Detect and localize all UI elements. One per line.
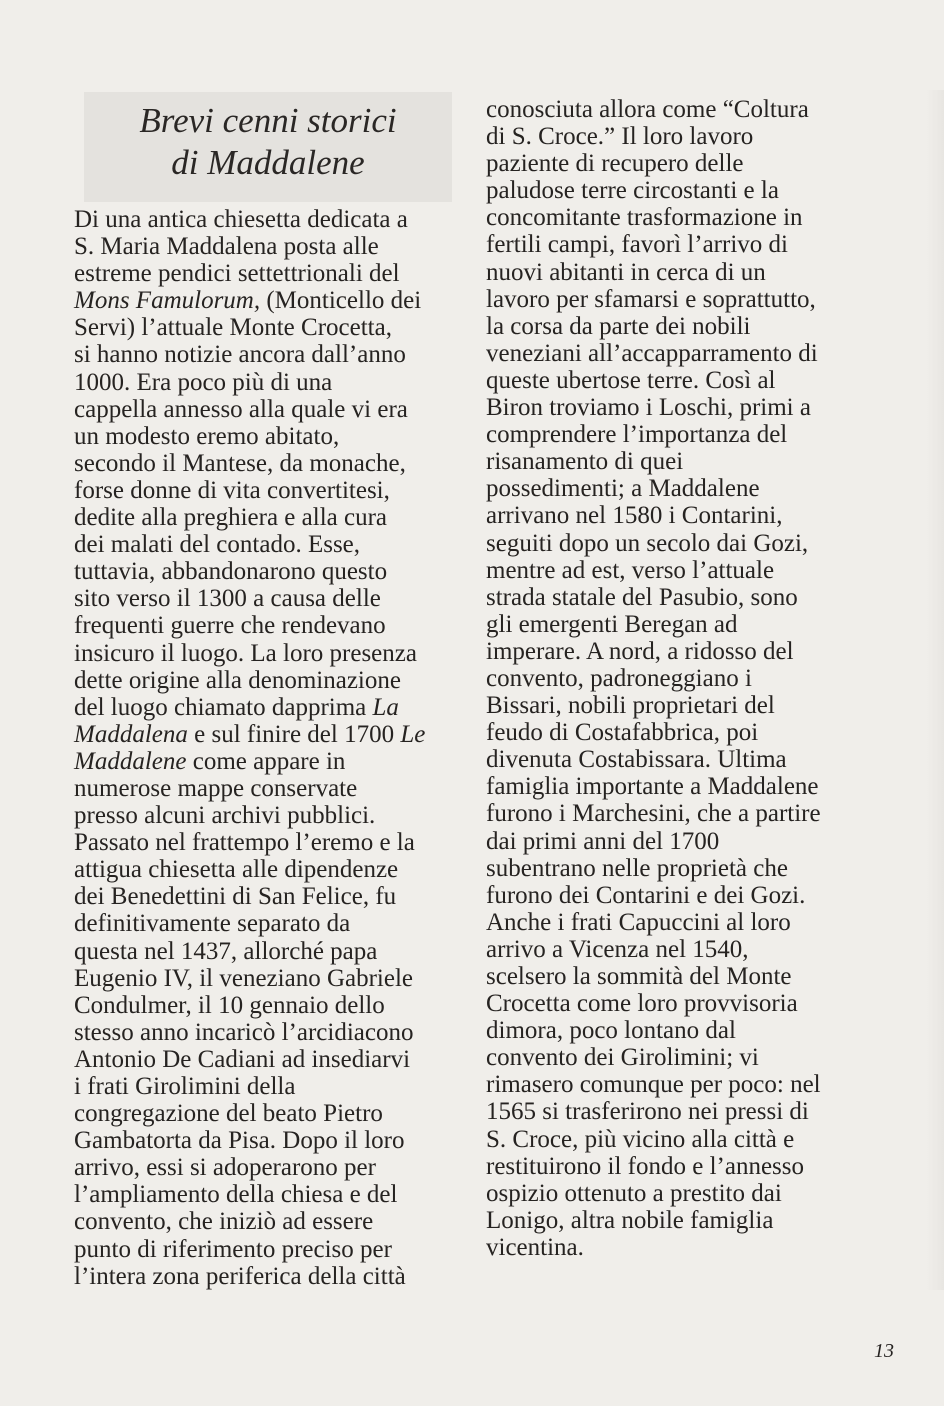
text-line: presso alcuni archivi pubblici. [74, 802, 376, 830]
text-line: conosciuta allora come “Coltura [486, 96, 809, 123]
text-line: imperare. A nord, a ridosso del [486, 637, 794, 665]
text-line: furono dei Contarini e dei Gozi. [486, 881, 806, 909]
text-line: Crocetta come loro provvisoria [486, 990, 798, 1018]
italic-phrase: Maddalene [74, 747, 187, 775]
title-line-2: di Maddalene [171, 143, 365, 182]
text-line: 1000. Era poco più di una [74, 368, 333, 396]
text-line: forse donne di vita convertitesi, [74, 476, 390, 504]
text-line: attigua chiesetta alle dipendenze [74, 856, 399, 884]
text-line: gli emergenti Beregan ad [486, 610, 738, 638]
text-line: Antonio De Cadiani ad insediarvi [74, 1045, 411, 1073]
text-line: ospizio ottenuto a prestito dai [486, 1179, 782, 1207]
page-number: 13 [874, 1340, 894, 1362]
text-line: Di una antica chiesetta dedicata a [74, 206, 408, 233]
page-title [84, 100, 452, 184]
text-line: Biron troviamo i Loschi, primi a [486, 394, 811, 422]
text-line: Maddalena e sul finire del 1700 Le [74, 720, 426, 748]
text-line: arrivo, essi si adoperarono per [74, 1154, 376, 1182]
text-line: dedite alla preghiera e alla cura [74, 504, 388, 532]
text-line: scelsero la sommità del Monte [486, 963, 792, 990]
text-line: secondo il Mantese, da monache, [74, 449, 406, 477]
italic-phrase: La [372, 693, 399, 721]
text-line: i frati Girolimini della [74, 1073, 296, 1100]
text-line: Passato nel frattempo l’eremo e la [74, 829, 415, 857]
facing-page-edge [926, 90, 944, 1290]
text-line: S. Maria Maddalena posta alle [74, 233, 379, 261]
text-line: insicuro il luogo. La loro presenza [74, 639, 417, 667]
text-line: arrivo a Vicenza nel 1540, [486, 935, 749, 963]
text-line: Lonigo, altra nobile famiglia [486, 1206, 774, 1234]
text-line: arrivano nel 1580 i Contarini, [486, 502, 783, 530]
text-line: frequenti guerre che rendevano [74, 612, 386, 640]
text-line: la corsa da parte dei nobili [486, 312, 751, 340]
text-line: dimora, poco lontano dal [486, 1017, 736, 1045]
text-line: Anche i frati Capuccini al loro [486, 908, 791, 936]
text-line: comprendere l’importanza del [486, 421, 788, 449]
text-line: un modesto eremo abitato, [74, 422, 340, 450]
text-line: si hanno notizie ancora dall’anno [74, 341, 406, 369]
text-line: veneziani all’accapparramento di [486, 339, 818, 367]
text-line: Gambatorta da Pisa. Dopo il loro [74, 1127, 405, 1155]
text-line: congregazione del beato Pietro [74, 1100, 383, 1128]
text-line: Mons Famulorum, (Monticello dei [74, 287, 422, 315]
text-line: possedimenti; a Maddalene [486, 475, 760, 503]
text-line: cappella annesso alla quale vi era [74, 395, 408, 423]
text-line: paziente di recupero delle [486, 150, 744, 178]
text-line: convento, padroneggiano i [486, 664, 752, 692]
text-line: Eugenio IV, il veneziano Gabriele [74, 964, 414, 992]
text-line: di S. Croce.” Il loro lavoro [486, 123, 754, 151]
text-line: seguiti dopo un secolo dai Gozi, [486, 529, 809, 557]
text-line: stesso anno incaricò l’arcidiacono [74, 1018, 414, 1046]
text-line: risanamento di quei [486, 448, 684, 476]
text-line: dei malati del contado. Esse, [74, 531, 361, 559]
text-line: strada statale del Pasubio, sono [486, 583, 798, 611]
italic-phrase: Maddalena [74, 720, 188, 748]
text-line: sito verso il 1300 a causa delle [74, 585, 381, 613]
text-line: tuttavia, abbandonarono questo [74, 558, 388, 586]
text-line: paludose terre circostanti e la [486, 177, 779, 205]
text-line: S. Croce, più vicino alla città e [486, 1125, 795, 1153]
text-line: dette origine alla denominazione [74, 666, 401, 694]
text-line: convento dei Girolimini; vi [486, 1044, 759, 1072]
text-line: mentre ad est, verso l’attuale [486, 556, 775, 584]
text-line: vicentina. [486, 1233, 584, 1261]
text-line: queste ubertose terre. Così al [486, 366, 776, 394]
text-line: Servi) l’attuale Monte Crocetta, [74, 314, 392, 342]
text-line: Bissari, nobili proprietari del [486, 692, 775, 720]
right-column [486, 96, 821, 1261]
text-line: definitivamente separato da [74, 910, 351, 938]
text-line: punto di riferimento preciso per [74, 1235, 392, 1263]
text-line: famiglia importante a Maddalene [486, 773, 819, 801]
text-line: fertili campi, favorì l’arrivo di [486, 231, 788, 259]
text-line: nuovi abitanti in cerca di un [486, 258, 766, 286]
text-line: convento, che iniziò ad essere [74, 1208, 374, 1236]
text-line: numerose mappe conservate [74, 774, 358, 802]
text-line: restituirono il fondo e l’annesso [486, 1152, 804, 1180]
italic-phrase: Le [400, 720, 426, 748]
text-line: rimasero comunque per poco: nel [486, 1071, 821, 1099]
text-line: divenuta Costabissara. Ultima [486, 746, 787, 774]
text-line: del luogo chiamato dapprima La [74, 693, 399, 721]
title-line-1: Brevi cenni storici [139, 101, 397, 140]
text-line: dei Benedettini di San Felice, fu [74, 883, 397, 911]
text-line: concomitante trasformazione in [486, 204, 803, 232]
text-line: l’intera zona periferica della città [74, 1262, 406, 1290]
text-line: Maddalene come appare in [74, 747, 346, 775]
text-line: lavoro per sfamarsi e soprattutto, [486, 285, 816, 313]
text-line: furono i Marchesini, che a partire [486, 800, 821, 828]
text-line: questa nel 1437, allorché papa [74, 937, 378, 965]
text-line: l’ampliamento della chiesa e del [74, 1181, 398, 1209]
italic-phrase: Mons Famulorum, [74, 287, 261, 315]
text-line: feudo di Costafabbrica, poi [486, 719, 759, 747]
text-line: subentrano nelle proprietà che [486, 854, 788, 882]
text-line: Condulmer, il 10 gennaio dello [74, 991, 385, 1019]
left-column [74, 206, 425, 1290]
text-line: 1565 si trasferirono nei pressi di [486, 1098, 809, 1126]
text-line: estreme pendici settettrionali del [74, 260, 400, 288]
text-line: dai primi anni del 1700 [486, 827, 720, 855]
